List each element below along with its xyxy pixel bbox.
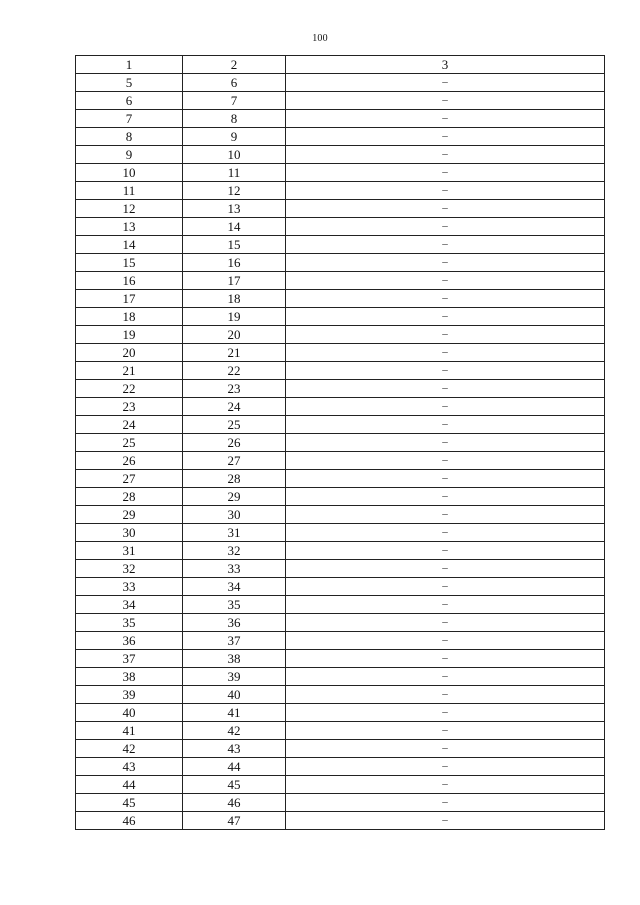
table-cell-col-2: 13: [183, 200, 286, 218]
table-cell-col-3: –: [286, 254, 605, 272]
table-cell-col-1: 5: [76, 74, 183, 92]
table-row: [76, 434, 605, 452]
table-cell-col-3: –: [286, 308, 605, 326]
table-cell-col-1: 28: [76, 488, 183, 506]
table-row: [76, 254, 605, 272]
table-row: [76, 650, 605, 668]
table-row: [76, 326, 605, 344]
table-cell-col-3: –: [286, 740, 605, 758]
table-cell-col-1: 35: [76, 614, 183, 632]
table-row: [76, 740, 605, 758]
table-row: [76, 218, 605, 236]
table-cell-col-2: 39: [183, 668, 286, 686]
column-header-2: 2: [183, 56, 286, 74]
table-cell-col-2: 28: [183, 470, 286, 488]
table-cell-col-1: 32: [76, 560, 183, 578]
table-cell-col-1: 14: [76, 236, 183, 254]
table-cell-col-2: 11: [183, 164, 286, 182]
table-row: [76, 128, 605, 146]
table-cell-col-3: –: [286, 614, 605, 632]
table-cell-col-3: –: [286, 416, 605, 434]
table-row: [76, 290, 605, 308]
table-cell-col-2: 14: [183, 218, 286, 236]
table-cell-col-1: 27: [76, 470, 183, 488]
table-row: [76, 308, 605, 326]
table-cell-col-3: –: [286, 776, 605, 794]
table-cell-col-3: –: [286, 686, 605, 704]
table-cell-col-1: 29: [76, 506, 183, 524]
table-cell-col-1: 13: [76, 218, 183, 236]
table-row: [76, 488, 605, 506]
table-row: [76, 506, 605, 524]
table-row: [76, 578, 605, 596]
table-row: [76, 272, 605, 290]
table-cell-col-1: 10: [76, 164, 183, 182]
table-row: [76, 560, 605, 578]
table-cell-col-2: 27: [183, 452, 286, 470]
table-cell-col-2: 44: [183, 758, 286, 776]
table-body: [76, 74, 605, 830]
table-cell-col-3: –: [286, 398, 605, 416]
table-cell-col-3: –: [286, 794, 605, 812]
table-cell-col-2: 45: [183, 776, 286, 794]
table-cell-col-3: –: [286, 164, 605, 182]
table-cell-col-2: 15: [183, 236, 286, 254]
table-cell-col-2: 32: [183, 542, 286, 560]
table-row: [76, 362, 605, 380]
table-cell-col-2: 38: [183, 650, 286, 668]
table-cell-col-1: 31: [76, 542, 183, 560]
table-cell-col-1: 44: [76, 776, 183, 794]
column-header-1: 1: [76, 56, 183, 74]
table-row: [76, 668, 605, 686]
table-row: [76, 164, 605, 182]
table-cell-col-1: 20: [76, 344, 183, 362]
table-cell-col-2: 40: [183, 686, 286, 704]
table-cell-col-3: –: [286, 146, 605, 164]
table-cell-col-2: 41: [183, 704, 286, 722]
table-cell-col-2: 16: [183, 254, 286, 272]
table-cell-col-3: –: [286, 506, 605, 524]
table-cell-col-1: 33: [76, 578, 183, 596]
table-cell-col-2: 8: [183, 110, 286, 128]
table-cell-col-1: 12: [76, 200, 183, 218]
table-row: [76, 344, 605, 362]
table-cell-col-3: –: [286, 704, 605, 722]
table-cell-col-2: 29: [183, 488, 286, 506]
table-cell-col-1: 43: [76, 758, 183, 776]
table-cell-col-1: 21: [76, 362, 183, 380]
table-cell-col-2: 37: [183, 632, 286, 650]
table-cell-col-3: –: [286, 632, 605, 650]
table-cell-col-3: –: [286, 128, 605, 146]
table-cell-col-2: 20: [183, 326, 286, 344]
table-cell-col-2: 7: [183, 92, 286, 110]
table-cell-col-2: 47: [183, 812, 286, 830]
table-cell-col-3: –: [286, 290, 605, 308]
table-cell-col-1: 39: [76, 686, 183, 704]
table-cell-col-3: –: [286, 236, 605, 254]
table-row: [76, 470, 605, 488]
table-cell-col-2: 18: [183, 290, 286, 308]
table-cell-col-2: 33: [183, 560, 286, 578]
table-cell-col-1: 6: [76, 92, 183, 110]
table-cell-col-3: –: [286, 110, 605, 128]
table-row: [76, 380, 605, 398]
table-cell-col-1: 26: [76, 452, 183, 470]
table-row: [76, 614, 605, 632]
table-cell-col-1: 38: [76, 668, 183, 686]
table-cell-col-3: –: [286, 434, 605, 452]
table-cell-col-1: 36: [76, 632, 183, 650]
table-cell-col-1: 11: [76, 182, 183, 200]
table-cell-col-1: 15: [76, 254, 183, 272]
table-cell-col-2: 24: [183, 398, 286, 416]
table-cell-col-3: –: [286, 326, 605, 344]
table-row: [76, 416, 605, 434]
table-cell-col-3: –: [286, 560, 605, 578]
table-cell-col-2: 19: [183, 308, 286, 326]
table-cell-col-3: –: [286, 200, 605, 218]
table-row: [76, 110, 605, 128]
column-header-3: 3: [286, 56, 605, 74]
table-cell-col-2: 12: [183, 182, 286, 200]
table-cell-col-3: –: [286, 722, 605, 740]
table-row: [76, 632, 605, 650]
table-cell-col-3: –: [286, 812, 605, 830]
table-cell-col-3: –: [286, 344, 605, 362]
table-cell-col-3: –: [286, 272, 605, 290]
table-cell-col-1: 7: [76, 110, 183, 128]
page-number: 100: [312, 33, 328, 44]
table-cell-col-3: –: [286, 524, 605, 542]
table-cell-col-1: 25: [76, 434, 183, 452]
table-cell-col-2: 22: [183, 362, 286, 380]
table-cell-col-1: 16: [76, 272, 183, 290]
table-cell-col-1: 9: [76, 146, 183, 164]
table-cell-col-3: –: [286, 74, 605, 92]
table-cell-col-3: –: [286, 758, 605, 776]
table-row: [76, 812, 605, 830]
table-cell-col-2: 31: [183, 524, 286, 542]
table-row: [76, 758, 605, 776]
table-header-row: [76, 56, 605, 74]
table-cell-col-3: –: [286, 488, 605, 506]
table-cell-col-2: 9: [183, 128, 286, 146]
table-cell-col-1: 30: [76, 524, 183, 542]
table-cell-col-1: 41: [76, 722, 183, 740]
table-cell-col-2: 46: [183, 794, 286, 812]
table-row: [76, 722, 605, 740]
table-row: [76, 686, 605, 704]
table-cell-col-2: 35: [183, 596, 286, 614]
table-row: [76, 776, 605, 794]
table-cell-col-3: –: [286, 542, 605, 560]
table-cell-col-3: –: [286, 380, 605, 398]
table-cell-col-2: 34: [183, 578, 286, 596]
table-cell-col-1: 45: [76, 794, 183, 812]
table-row: [76, 236, 605, 254]
table-cell-col-1: 37: [76, 650, 183, 668]
table-cell-col-1: 22: [76, 380, 183, 398]
table-cell-col-1: 19: [76, 326, 183, 344]
table-cell-col-2: 25: [183, 416, 286, 434]
table-cell-col-3: –: [286, 578, 605, 596]
table-row: [76, 74, 605, 92]
table-cell-col-2: 6: [183, 74, 286, 92]
table-cell-col-3: –: [286, 668, 605, 686]
table-row: [76, 182, 605, 200]
table-row: [76, 524, 605, 542]
data-table: [75, 55, 605, 830]
table-row: [76, 596, 605, 614]
table-row: [76, 452, 605, 470]
table-cell-col-2: 10: [183, 146, 286, 164]
table-row: [76, 542, 605, 560]
table-cell-col-2: 26: [183, 434, 286, 452]
table-cell-col-1: 8: [76, 128, 183, 146]
table-cell-col-2: 17: [183, 272, 286, 290]
table-row: [76, 398, 605, 416]
table-cell-col-1: 17: [76, 290, 183, 308]
table-row: [76, 704, 605, 722]
table-cell-col-3: –: [286, 452, 605, 470]
table-cell-col-1: 40: [76, 704, 183, 722]
table-cell-col-3: –: [286, 182, 605, 200]
table-cell-col-1: 46: [76, 812, 183, 830]
table-cell-col-3: –: [286, 362, 605, 380]
table-row: [76, 200, 605, 218]
table-row: [76, 794, 605, 812]
table-cell-col-2: 23: [183, 380, 286, 398]
table-cell-col-2: 21: [183, 344, 286, 362]
table-cell-col-1: 24: [76, 416, 183, 434]
table-cell-col-3: –: [286, 650, 605, 668]
table-cell-col-1: 18: [76, 308, 183, 326]
table-cell-col-3: –: [286, 470, 605, 488]
table-row: [76, 92, 605, 110]
table-cell-col-3: –: [286, 218, 605, 236]
table-cell-col-2: 30: [183, 506, 286, 524]
table-cell-col-2: 42: [183, 722, 286, 740]
table-cell-col-2: 43: [183, 740, 286, 758]
table-cell-col-1: 23: [76, 398, 183, 416]
table-cell-col-1: 34: [76, 596, 183, 614]
table-cell-col-3: –: [286, 596, 605, 614]
table-cell-col-3: –: [286, 92, 605, 110]
table-cell-col-1: 42: [76, 740, 183, 758]
table-cell-col-2: 36: [183, 614, 286, 632]
table-row: [76, 146, 605, 164]
